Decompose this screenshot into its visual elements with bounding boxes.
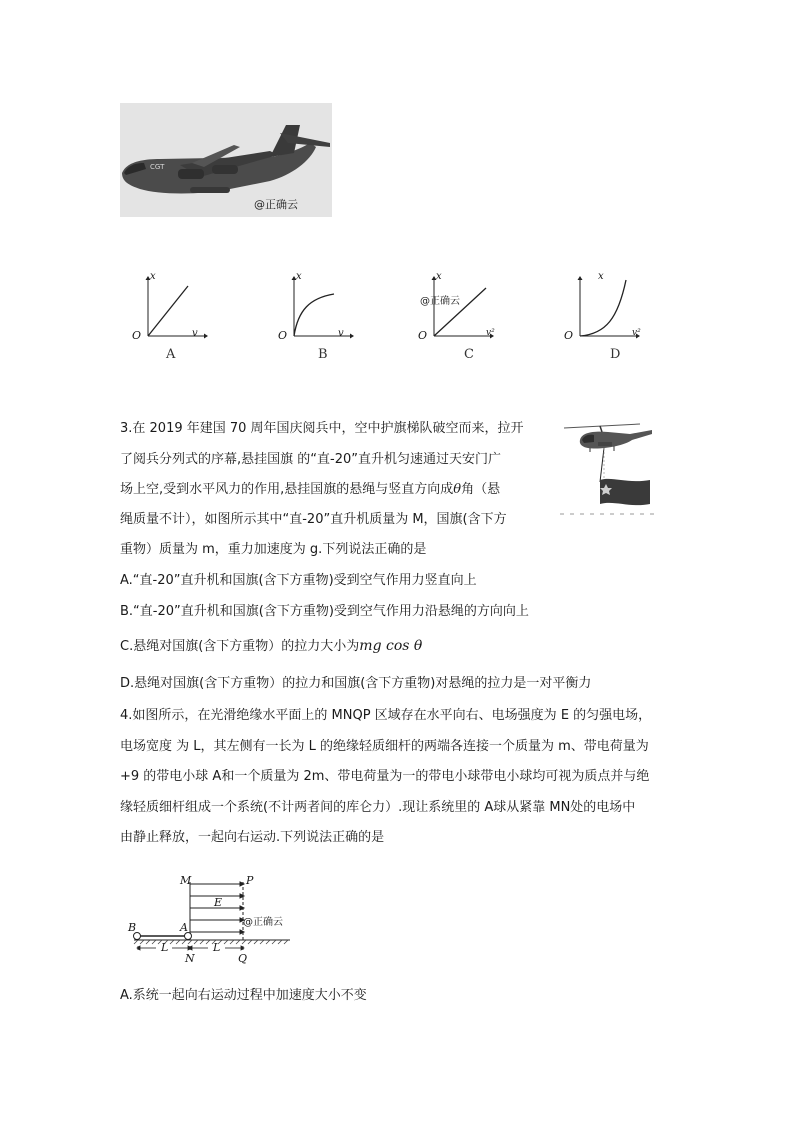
label-q: Q	[238, 952, 248, 965]
graph-b-axes	[276, 270, 356, 350]
label-l-right: L	[213, 941, 221, 954]
q3-option-c-text: C.悬绳对国旗(含下方重物）的拉力大小为	[120, 639, 360, 654]
q3-option-a: A.“直-20”直升机和国旗(含下方重物)受到空气作用力竖直向上	[120, 573, 477, 588]
q3-theta: θ	[453, 482, 462, 497]
graph-b-origin: O	[278, 329, 288, 342]
graph-d-label: D	[610, 347, 621, 362]
graph-c-watermark: @正确云	[420, 296, 460, 307]
q4-line-5: 由静止释放，一起向右运动.下列说法正确的是	[120, 830, 385, 845]
field-watermark: @正确云	[243, 917, 283, 928]
graph-c-origin: O	[418, 329, 428, 342]
q4-line-3: +9 的带电小球 A和一个质量为 2m、带电荷量为一的带电小球带电小球均可视为质点并与绝	[120, 769, 650, 784]
watermark: @正确云	[254, 198, 298, 211]
graph-d-x-label: v²	[632, 328, 641, 338]
q3-line-2: 了阅兵分列式的序幕,悬挂国旗 的“直-20”直升机匀速通过天安门广	[120, 452, 501, 467]
graph-b-x-label: v	[338, 328, 344, 339]
q3-line-3	[120, 482, 500, 498]
graph-c	[416, 270, 496, 365]
graph-b	[276, 270, 356, 365]
label-e: E	[214, 896, 223, 909]
q3-option-c	[120, 638, 422, 655]
graph-d-axes	[562, 270, 642, 350]
graph-a-axes	[130, 270, 210, 350]
graph-c-y-label: x	[436, 271, 442, 282]
helicopter-icon	[560, 418, 656, 516]
graph-a-origin: O	[132, 329, 142, 342]
q3-line-5: 重物）质量为 m，重力加速度为 g.下列说法正确的是	[120, 542, 427, 557]
graph-d-origin: O	[564, 329, 574, 342]
graph-a-label: A	[166, 347, 176, 362]
electric-field-figure	[128, 874, 298, 966]
label-l-left: L	[161, 941, 169, 954]
q3-option-d: D.悬绳对国旗(含下方重物）的拉力和国旗(含下方重物)对悬绳的拉力是一对平衡力	[120, 676, 592, 691]
graph-d	[562, 270, 642, 365]
graph-c-axes	[416, 270, 496, 350]
graph-a-y-label: x	[150, 271, 156, 282]
label-n: N	[185, 952, 195, 965]
graph-d-y-label: x	[598, 271, 604, 282]
label-p: P	[246, 874, 254, 887]
q3-line-3-tail: 角（悬	[461, 482, 501, 497]
airplane-photo	[120, 103, 332, 217]
q3-line-3-text: 场上空,受到水平风力的作用,悬挂国旗的悬绳与竖直方向成	[120, 482, 454, 497]
graph-b-label: B	[318, 347, 328, 362]
graph-a-x-label: v	[192, 328, 198, 339]
graph-b-y-label: x	[296, 271, 302, 282]
q4-option-a: A.系统一起向右运动过程中加速度大小不变	[120, 988, 367, 1003]
q3-line-1: 3.在 2019 年建国 70 周年国庆阅兵中，空中护旗梯队破空而来，拉开	[120, 421, 524, 436]
helicopter-figure	[560, 418, 656, 516]
q4-line-4: 缘轻质细杆组成一个系统(不计两者间的库仑力）.现让系统里的 A球从紧靠 MN处的电场中	[120, 800, 636, 815]
label-b: B	[128, 921, 137, 934]
graph-c-label: C	[464, 347, 474, 362]
q3-option-b: B.“直-20”直升机和国旗(含下方重物)受到空气作用力沿悬绳的方向向上	[120, 604, 529, 619]
q4-line-2: 电场宽度 为 L，其左侧有一长为 L 的绝缘轻质细杆的两端各连接一个质量为 m、带电荷量为	[120, 739, 649, 754]
graph-c-x-label: v²	[486, 328, 495, 338]
svg-text:CGT: CGT	[150, 163, 165, 171]
q3-line-4: 绳质量不计），如图所示其中“直-20”直升机质量为 M，国旗(含下方	[120, 512, 507, 527]
label-m: M	[180, 874, 192, 887]
q3-option-c-formula: mg cos θ	[359, 638, 423, 654]
label-a: A	[180, 921, 188, 934]
airplane-image	[120, 103, 332, 217]
q4-line-1: 4.如图所示，在光滑绝缘水平面上的 MNQP 区域存在水平向右、电场强度为 E 的匀强电场，	[120, 708, 652, 723]
